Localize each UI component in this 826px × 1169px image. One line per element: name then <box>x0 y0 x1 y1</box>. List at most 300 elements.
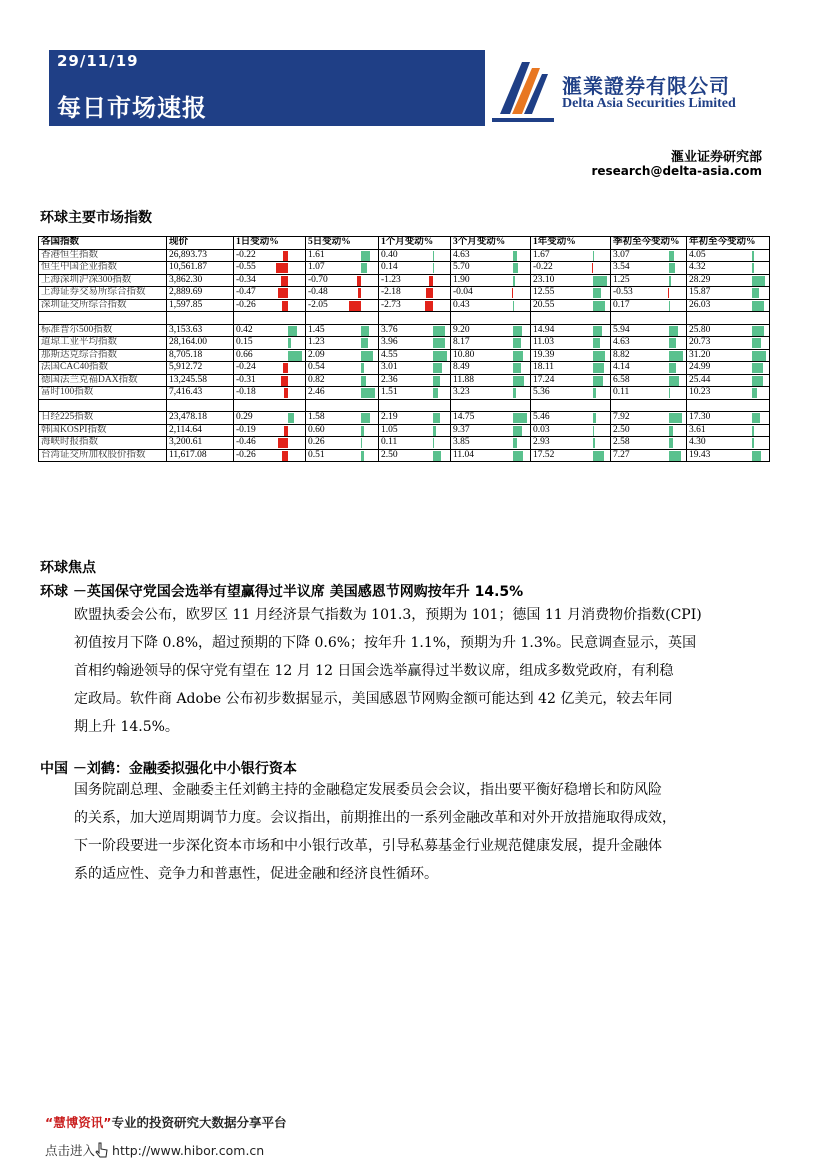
negative-change-bar <box>284 426 288 436</box>
positive-change-bar <box>669 438 673 448</box>
positive-change-bar <box>669 301 670 311</box>
change-cell <box>234 387 306 400</box>
price-cell: 11,617.08 <box>167 449 234 462</box>
change-cell <box>531 437 611 450</box>
index-name-cell: 法国CAC40指数 <box>39 362 167 375</box>
change-value: 0.15 <box>236 337 253 348</box>
change-value: 3.96 <box>381 337 398 348</box>
change-cell <box>379 324 451 337</box>
change-value: 17.52 <box>533 449 555 460</box>
change-value: -2.73 <box>381 299 401 310</box>
column-header: 季初至今变动% <box>611 237 687 250</box>
price-cell: 13,245.58 <box>167 374 234 387</box>
column-header: 1个月变动% <box>379 237 451 250</box>
price-cell: 10,561.87 <box>167 262 234 275</box>
change-value: 4.55 <box>381 349 398 360</box>
positive-change-bar <box>361 326 369 336</box>
change-cell <box>306 387 379 400</box>
change-cell <box>379 449 451 462</box>
change-cell <box>306 424 379 437</box>
change-value: -0.34 <box>236 274 256 285</box>
report-title: 每日市场速报 <box>57 94 207 122</box>
change-value: 18.11 <box>533 362 555 373</box>
negative-change-bar <box>282 451 288 461</box>
positive-change-bar <box>433 413 440 423</box>
positive-change-bar <box>593 326 602 336</box>
change-value: -0.19 <box>236 424 256 435</box>
table-row <box>39 449 770 462</box>
table-spacer-row <box>39 312 770 325</box>
change-value: -0.18 <box>236 387 256 398</box>
change-value: 1.51 <box>381 387 398 398</box>
negative-change-bar <box>512 288 513 298</box>
change-cell <box>451 424 531 437</box>
change-value: 0.14 <box>381 262 398 273</box>
change-cell <box>234 274 306 287</box>
positive-change-bar <box>593 363 604 373</box>
change-cell <box>306 249 379 262</box>
change-cell <box>531 387 611 400</box>
footer-tagline: 专业的投资研究大数据分享平台 <box>111 1115 287 1130</box>
positive-change-bar <box>752 276 765 286</box>
column-header: 3个月变动% <box>451 237 531 250</box>
positive-change-bar <box>752 288 759 298</box>
change-value: 5.46 <box>533 412 550 423</box>
positive-change-bar <box>593 301 605 311</box>
change-value: 19.43 <box>689 449 711 460</box>
change-cell <box>306 262 379 275</box>
table-row <box>39 412 770 425</box>
change-cell <box>531 287 611 300</box>
empty-cell <box>306 399 379 412</box>
positive-change-bar <box>433 426 436 436</box>
positive-change-bar <box>513 426 522 436</box>
change-value: -0.70 <box>308 274 328 285</box>
positive-change-bar <box>513 413 527 423</box>
change-value: 0.82 <box>308 374 325 385</box>
positive-change-bar <box>593 413 596 423</box>
change-cell <box>234 437 306 450</box>
change-cell <box>451 349 531 362</box>
table-row <box>39 324 770 337</box>
empty-cell <box>234 399 306 412</box>
change-value: 7.27 <box>613 449 630 460</box>
positive-change-bar <box>433 338 445 348</box>
china-headline: 中国 －刘鹤：金融委拟强化中小银行资本 <box>40 761 297 777</box>
change-cell <box>379 262 451 275</box>
change-value: 0.17 <box>613 299 630 310</box>
market-index-table <box>38 236 770 462</box>
change-cell <box>611 262 687 275</box>
change-cell <box>451 262 531 275</box>
change-value: -0.31 <box>236 374 256 385</box>
change-value: 28.29 <box>689 274 711 285</box>
table-row <box>39 299 770 312</box>
change-cell <box>379 337 451 350</box>
negative-change-bar <box>349 301 361 311</box>
change-cell <box>531 337 611 350</box>
change-cell <box>379 362 451 375</box>
table-row <box>39 349 770 362</box>
change-value: 26.03 <box>689 299 711 310</box>
change-cell <box>687 274 770 287</box>
report-date: 29/11/19 <box>57 52 139 70</box>
price-cell: 2,889.69 <box>167 287 234 300</box>
change-value: 4.14 <box>613 362 630 373</box>
change-value: 1.90 <box>453 274 470 285</box>
change-cell <box>531 262 611 275</box>
change-cell <box>379 424 451 437</box>
table-row <box>39 362 770 375</box>
price-cell: 3,200.61 <box>167 437 234 450</box>
positive-change-bar <box>593 388 596 398</box>
change-cell <box>451 412 531 425</box>
focus-section-title: 环球焦点 <box>40 560 96 576</box>
change-value: 15.87 <box>689 287 711 298</box>
change-value: -0.22 <box>236 249 256 260</box>
table-row <box>39 387 770 400</box>
change-value: 3.07 <box>613 249 630 260</box>
change-value: 2.09 <box>308 349 325 360</box>
change-cell <box>234 287 306 300</box>
china-news-paragraph <box>74 776 770 888</box>
negative-change-bar <box>281 376 288 386</box>
change-value: 7.92 <box>613 412 630 423</box>
positive-change-bar <box>669 351 683 361</box>
positive-change-bar <box>593 438 595 448</box>
change-cell <box>379 349 451 362</box>
change-value: 24.99 <box>689 362 711 373</box>
change-cell <box>611 287 687 300</box>
change-cell <box>687 299 770 312</box>
positive-change-bar <box>669 363 676 373</box>
positive-change-bar <box>669 413 682 423</box>
positive-change-bar <box>433 363 442 373</box>
change-cell <box>687 424 770 437</box>
change-cell <box>306 449 379 462</box>
change-cell <box>306 324 379 337</box>
positive-change-bar <box>752 438 754 448</box>
index-name-cell: 那斯达克综合指数 <box>39 349 167 362</box>
change-cell <box>451 374 531 387</box>
change-cell <box>611 412 687 425</box>
index-name-cell: 上海证券交易所综合指数 <box>39 287 167 300</box>
change-cell <box>611 424 687 437</box>
change-value: 14.94 <box>533 324 555 335</box>
positive-change-bar <box>361 438 362 448</box>
positive-change-bar <box>752 363 763 373</box>
change-value: -0.46 <box>236 437 256 448</box>
change-cell <box>451 287 531 300</box>
positive-change-bar <box>752 388 757 398</box>
positive-change-bar <box>593 276 607 286</box>
index-name-cell: 德国法兰克福DAX指数 <box>39 374 167 387</box>
empty-cell <box>379 312 451 325</box>
change-cell <box>234 449 306 462</box>
footer-link[interactable]: http://www.hibor.com.cn <box>112 1143 265 1158</box>
positive-change-bar <box>752 338 761 348</box>
change-value: 8.82 <box>613 349 630 360</box>
change-cell <box>306 349 379 362</box>
change-value: 1.25 <box>613 274 630 285</box>
change-cell <box>234 262 306 275</box>
positive-change-bar <box>513 351 523 361</box>
positive-change-bar <box>513 438 517 448</box>
index-name-cell: 富时100指数 <box>39 387 167 400</box>
change-value: 0.40 <box>381 249 398 260</box>
index-name-cell: 道琼工业平均指数 <box>39 337 167 350</box>
change-value: 2.50 <box>381 449 398 460</box>
change-value: 0.11 <box>613 387 630 398</box>
negative-change-bar <box>282 301 288 311</box>
change-cell <box>306 374 379 387</box>
change-value: 2.36 <box>381 374 398 385</box>
negative-change-bar <box>358 288 361 298</box>
change-value: -2.05 <box>308 299 328 310</box>
change-value: 4.63 <box>453 249 470 260</box>
change-cell <box>687 262 770 275</box>
table-row <box>39 287 770 300</box>
change-value: -0.55 <box>236 262 256 273</box>
change-value: 20.55 <box>533 299 555 310</box>
footer-link-prefix: 点击进入 <box>45 1143 96 1158</box>
change-cell <box>234 249 306 262</box>
change-value: -0.26 <box>236 449 256 460</box>
positive-change-bar <box>513 251 517 261</box>
empty-cell <box>531 312 611 325</box>
column-header: 1日变动% <box>234 237 306 250</box>
price-cell: 28,164.00 <box>167 337 234 350</box>
negative-change-bar <box>284 388 288 398</box>
change-cell <box>234 374 306 387</box>
change-value: -0.53 <box>613 287 633 298</box>
negative-change-bar <box>278 288 288 298</box>
index-name-cell: 香港恒生指数 <box>39 249 167 262</box>
contact-email[interactable]: research@delta-asia.com <box>591 164 762 178</box>
change-value: 1.45 <box>308 324 325 335</box>
change-cell <box>611 274 687 287</box>
change-value: 0.66 <box>236 349 253 360</box>
positive-change-bar <box>361 413 370 423</box>
positive-change-bar <box>288 338 291 348</box>
change-cell <box>306 437 379 450</box>
footer-link-line <box>45 1141 264 1159</box>
positive-change-bar <box>361 388 375 398</box>
empty-cell <box>611 312 687 325</box>
change-cell <box>451 274 531 287</box>
change-cell <box>379 287 451 300</box>
change-cell <box>531 249 611 262</box>
positive-change-bar <box>513 263 518 273</box>
change-value: 5.94 <box>613 324 630 335</box>
positive-change-bar <box>669 451 681 461</box>
change-value: -0.22 <box>533 262 553 273</box>
change-value: 0.51 <box>308 449 325 460</box>
table-row <box>39 424 770 437</box>
positive-change-bar <box>752 351 766 361</box>
change-cell <box>451 387 531 400</box>
change-cell <box>306 337 379 350</box>
change-cell <box>611 374 687 387</box>
column-header: 年初至今变动% <box>687 237 770 250</box>
index-name-cell: 标准普尔500指数 <box>39 324 167 337</box>
change-value: 2.58 <box>613 437 630 448</box>
price-cell: 2,114.64 <box>167 424 234 437</box>
price-cell: 23,478.18 <box>167 412 234 425</box>
positive-change-bar <box>593 426 594 436</box>
change-value: 6.58 <box>613 374 630 385</box>
positive-change-bar <box>433 351 447 361</box>
index-name-cell: 深圳证交所综合指数 <box>39 299 167 312</box>
positive-change-bar <box>752 251 754 261</box>
change-cell <box>234 337 306 350</box>
negative-change-bar <box>668 288 669 298</box>
positive-change-bar <box>433 326 445 336</box>
negative-change-bar <box>357 276 361 286</box>
index-name-cell: 上海深圳沪深300指数 <box>39 274 167 287</box>
change-cell <box>234 424 306 437</box>
research-department: 滙业证券研究部 <box>670 150 762 165</box>
paragraph-line: 国务院副总理、金融委主任刘鹤主持的金融稳定发展委员会会议，指出要平衡好稳增长和防风险 <box>74 782 662 798</box>
paragraph-line: 的关系，加大逆周期调节力度。会议指出，前期推出的一系列金融改革和对外开放措施取得成效， <box>74 810 676 826</box>
change-cell <box>451 324 531 337</box>
positive-change-bar <box>433 388 438 398</box>
positive-change-bar <box>752 413 760 423</box>
change-value: 0.43 <box>453 299 470 310</box>
positive-change-bar <box>288 326 297 336</box>
change-cell <box>234 362 306 375</box>
positive-change-bar <box>669 426 673 436</box>
change-cell <box>687 412 770 425</box>
empty-cell <box>379 399 451 412</box>
column-header: 各国指数 <box>39 237 167 250</box>
change-cell <box>451 299 531 312</box>
positive-change-bar <box>593 251 594 261</box>
positive-change-bar <box>433 376 440 386</box>
change-value: 2.50 <box>613 424 630 435</box>
empty-cell <box>167 399 234 412</box>
index-name-cell: 台湾证交所加权股价指数 <box>39 449 167 462</box>
change-value: 3.23 <box>453 387 470 398</box>
change-value: 0.60 <box>308 424 325 435</box>
change-cell <box>687 362 770 375</box>
paragraph-line: 初值按月下降 0.8%，超过预期的下降 0.6%；按年升 1.1%，预期为升 1.3%。民意调查显示，英国 <box>74 635 697 651</box>
index-name-cell: 日经225指数 <box>39 412 167 425</box>
positive-change-bar <box>752 426 754 436</box>
change-cell <box>611 249 687 262</box>
change-cell <box>531 349 611 362</box>
positive-change-bar <box>361 263 367 273</box>
table-row <box>39 274 770 287</box>
negative-change-bar <box>283 363 288 373</box>
change-cell <box>234 299 306 312</box>
price-cell: 5,912.72 <box>167 362 234 375</box>
positive-change-bar <box>513 338 521 348</box>
change-cell <box>379 437 451 450</box>
positive-change-bar <box>593 351 605 361</box>
change-value: 1.61 <box>308 249 325 260</box>
positive-change-bar <box>433 263 434 273</box>
change-value: 2.46 <box>308 387 325 398</box>
positive-change-bar <box>752 326 764 336</box>
table-spacer-row <box>39 399 770 412</box>
change-value: 5.70 <box>453 262 470 273</box>
change-cell <box>611 362 687 375</box>
change-cell <box>234 412 306 425</box>
footer-promo <box>45 1113 286 1131</box>
paragraph-line: 定政局。软件商 Adobe 公布初步数据显示，美国感恩节网购金额可能达到 42 亿美元，较去年同 <box>74 691 673 707</box>
column-header: 1年变动% <box>531 237 611 250</box>
change-cell <box>611 324 687 337</box>
positive-change-bar <box>593 338 600 348</box>
change-cell <box>687 387 770 400</box>
table-row <box>39 337 770 350</box>
change-cell <box>306 362 379 375</box>
paragraph-line: 期上升 14.5%。 <box>74 719 179 735</box>
change-value: 10.80 <box>453 349 475 360</box>
change-cell <box>687 374 770 387</box>
change-cell <box>234 349 306 362</box>
index-name-cell: 韩国KOSPI指数 <box>39 424 167 437</box>
global-headline: 环球 －英国保守党国会选举有望赢得过半议席 美国感恩节网购按年升 14.5% <box>40 584 524 600</box>
change-value: 2.93 <box>533 437 550 448</box>
positive-change-bar <box>669 338 676 348</box>
change-cell <box>687 349 770 362</box>
positive-change-bar <box>669 388 670 398</box>
change-cell <box>611 449 687 462</box>
change-cell <box>531 362 611 375</box>
change-cell <box>379 274 451 287</box>
change-cell <box>687 449 770 462</box>
change-value: 11.04 <box>453 449 475 460</box>
positive-change-bar <box>288 351 302 361</box>
change-cell <box>451 437 531 450</box>
positive-change-bar <box>669 263 675 273</box>
change-value: 5.36 <box>533 387 550 398</box>
negative-change-bar <box>592 263 593 273</box>
change-value: -1.23 <box>381 274 401 285</box>
change-cell <box>234 324 306 337</box>
change-cell <box>687 337 770 350</box>
positive-change-bar <box>669 276 671 286</box>
negative-change-bar <box>281 276 288 286</box>
change-cell <box>611 437 687 450</box>
change-value: 4.32 <box>689 262 706 273</box>
positive-change-bar <box>361 451 364 461</box>
market-section-title: 环球主要市场指数 <box>40 210 152 226</box>
change-cell <box>531 424 611 437</box>
change-cell <box>687 437 770 450</box>
change-value: 3.54 <box>613 262 630 273</box>
index-name-cell: 海峡时报指数 <box>39 437 167 450</box>
change-value: 17.24 <box>533 374 555 385</box>
change-cell <box>531 274 611 287</box>
negative-change-bar <box>276 263 288 273</box>
change-value: -0.48 <box>308 287 328 298</box>
change-value: -0.26 <box>236 299 256 310</box>
column-header: 现价 <box>167 237 234 250</box>
change-value: 11.88 <box>453 374 475 385</box>
negative-change-bar <box>426 288 433 298</box>
change-value: 9.20 <box>453 324 470 335</box>
positive-change-bar <box>361 363 364 373</box>
paragraph-line: 下一阶段要进一步深化资本市场和中小银行改革，引导私募基金行业规范健康发展，提升金融体 <box>74 838 662 854</box>
change-value: -0.47 <box>236 287 256 298</box>
change-value: 9.37 <box>453 424 470 435</box>
change-cell <box>451 449 531 462</box>
positive-change-bar <box>593 376 603 386</box>
change-cell <box>379 374 451 387</box>
